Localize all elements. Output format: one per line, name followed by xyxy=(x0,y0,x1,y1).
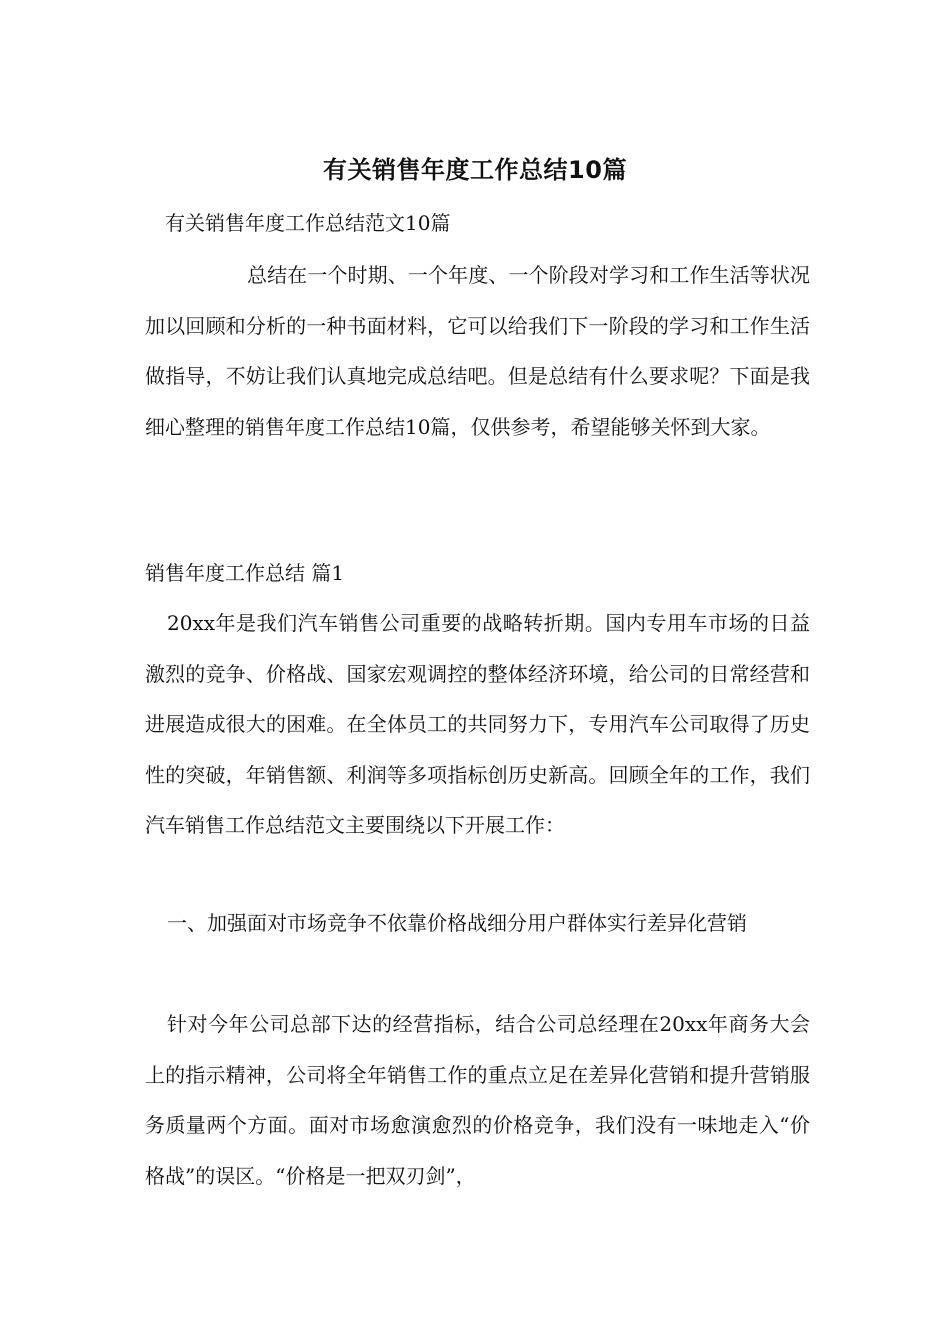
section-heading: 销售年度工作总结 篇1 xyxy=(145,561,345,585)
intro-paragraph: 总结在一个时期、一个年度、一个阶段对学习和工作生活等状况加以回顾和分析的一种书面材料，它可以给我们下一阶段的学习和工作生活做指导，不妨让我们认真地完成总结吧。但是总结有什么要求呢？下面是我细心整理的销售年度工作总结10篇，仅供参考，希望能够关怀到大家。 xyxy=(145,263,810,439)
document-title: 有关销售年度工作总结10篇 xyxy=(323,156,627,184)
body-paragraph: 20xx年是我们汽车销售公司重要的战略转折期。国内专用车市场的日益激烈的竞争、价格战、国家宏观调控的整体经济环境，给公司的日常经营和进展造成很大的困难。在全体员工的共同努力下，专用汽车公司取得了历史性的突破，年销售额、利润等多项指标创历史新高。回顾全年的工作，我们汽车销售工作总结范文主要围绕以下开展工作： xyxy=(145,611,810,837)
document-subtitle: 有关销售年度工作总结范文10篇 xyxy=(165,211,451,235)
body-paragraph: 针对今年公司总部下达的经营指标，结合公司总经理在20xx年商务大会上的指示精神，公司将全年销售工作的重点立足在差异化营销和提升营销服务质量两个方面。面对市场愈演愈烈的价格竞争，我们没有一味地走入“价格战”的误区。“价格是一把双刃剑”， xyxy=(145,1012,810,1188)
body-paragraph: 一、加强面对市场竞争不依靠价格战细分用户群体实行差异化营销 xyxy=(167,911,747,935)
